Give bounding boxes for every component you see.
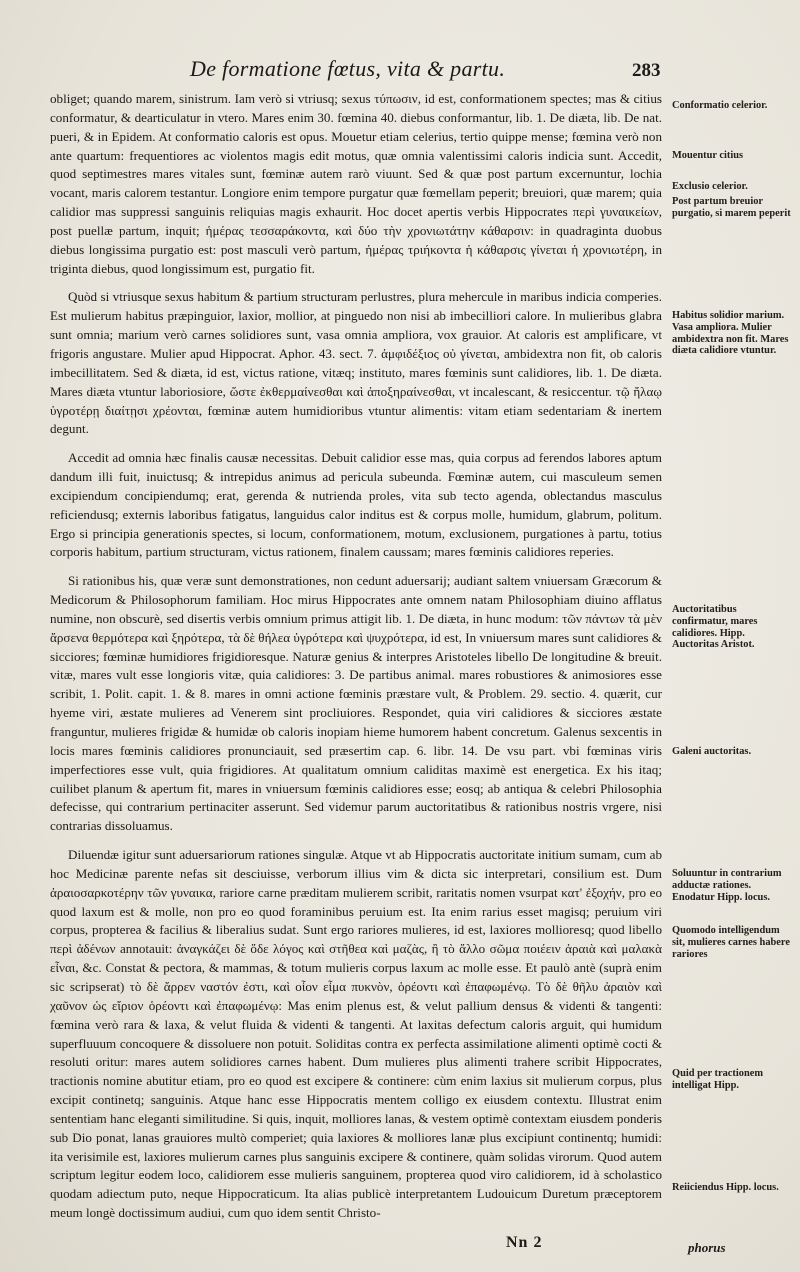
paragraph: Quòd si vtriusque sexus habitum & partium structuram perlustres, plura mehercule in maribus indicia comperies. Est mulierum habitus præpinguior, laxior, mollior, at pinguedo non nisi ab imbecilliori calore. In mulieribus glabra sunt omnia; marium verò carnes solidiores sunt, vasa omnia ampliora, vox grauior. At caloris est amplificare, vt frigoris angustare. Mulier apud Hippocrat. Aphor. 43. sect. 7. ἀμφιδέξιος οὐ γίνεται, ambidextra non fit, ob caloris imbecillitatem. Sed & diæta, id est, victus ratione, vitæq; instituto, mares fœminis sunt calidiores, lib. 1. De diæta. Mares diæta vtuntur laboriosiore, ὥστε ἐκθερμαίνεσθαι καὶ ἀποξηραίνεσθαι, vt incalescant, & resiccentur. τῷ ἤλαῳ ὑγροτέρῃ διαίτῃσι χρέονται, fœminæ autem humidioribus vtuntur alimentis: vitam etiam sedentariam & inertem degunt. — [50, 289, 662, 437]
margin-note: Auctoritatibus confirmatur, mares calidiores. Hipp. Auctoritas Aristot. — [672, 604, 758, 651]
margin-note: Mouentur citius — [672, 150, 744, 161]
signature-mark: Nn 2 — [506, 1234, 543, 1251]
margin-note: Post partum breuior purgatio, si marem peperit — [672, 196, 791, 219]
paragraph: obliget; quando marem, sinistrum. Iam verò si vtriusq; sexus τύπωσιν, id est, conformationem spectes; mas & citius conformatur, & dearticulatur in vtero. Mares enim 30. fœmina 40. diebus conformantur, lib. 1. De diæta, lib. De nat. pueri, & in Epidem. At conformatio caloris est opus. Mouetur etiam celerius, tertio quippe mense; fœmina verò non ante quartum: frequentiores ac violentos magis edit motus, quæ omnia valentissimi caloris indicia sunt. Accedit, quod septimestres mares vitales sunt, fœminæ autem rarò viuunt. Sed & quæ post partum excernuntur, lochia vocant, maris calorem testantur. Longiore enim tempore purgatur quæ fœmellam peperit; breuiori, quæ marem; quia calidior mas suppressi sanguinis reliquias magis exhaurit. Hoc docet apertis verbis Hippocrates περὶ γυναικείων, post puellæ partum, inquit; ἡμέρας τεσσαράκοντα, καὶ δύο τὴν χρονιωτάτην κάθαρσιν: in quadraginta duobus diebus longissima purgatio est: post masculi verò partum, ἡμέρας τριήκοντα ἡ κάθαρσις γίνεται ἡ χρονιωτέρη, in triginta diebus, quod longissimum est, purgatio fit. — [50, 91, 662, 276]
margin-note: Soluuntur in contrarium adductæ rationes. Enodatur Hipp. locus. — [672, 868, 782, 903]
page-number: 283 — [632, 60, 661, 81]
margin-note: Exclusio celerior. — [672, 181, 748, 192]
margin-note: Quomodo intelligendum sit, mulieres carnes habere rariores — [672, 925, 790, 960]
margin-note: Conformatio celerior. — [672, 100, 768, 111]
running-title: De formatione fœtus, vita & partu. — [190, 56, 506, 81]
margin-note: Habitus solidior marium. Vasa ampliora. Mulier ambidextra non fit. Mares diæta calidiore vtuntur. — [672, 310, 789, 357]
margin-note: Quid per tractionem intelligat Hipp. — [672, 1068, 764, 1091]
main-text-column — [50, 90, 662, 1223]
margin-note: Galeni auctoritas. — [672, 746, 752, 757]
paragraph: Si rationibus his, quæ veræ sunt demonstrationes, non cedunt aduersarij; audiant saltem vniuersam Græcorum & Medicorum & Philosophorum familiam. Hoc mirus Hippocrates ante omnem natam Philosophiam diuino afflatus numine, non obscurè, sed disertis verbis omnium primus attigit lib. 1. De diæta, in hunc modum: τῶν πάντων τὰ μὲν ἄρσενα θερμότερα καὶ ξηρότερα, τὰ δὲ θήλεα ὑγρότερα καὶ ψυχρότερα, id est, In vniuersum mares sunt calidiores & sicciores; fœminæ humidiores frigidioresque. Naturæ genius & interpres Aristoteles libello De longitudine & breuit. vitæ, mares vult esse longioris vitæ, quia calidiores: 3. De partibus animal. mares robustiores & animosiores esse scribit, 1. Polit. capit. 1. & 8. mares in omni actione fœminis præstare vult, & Problem. 29. sectio. 4. quærit, cur hyeme viri, æstate mulieres ad Venerem sint procliuiores. Respondet, quia viri calidiores & sicciores æstate franguntur, mulieres frigidæ & humidæ ob caloris inopiam hieme humorem habent concretum. Galenus sexcentis in locis mares fœminis calidiores pronunciauit, sed præsertim cap. 6. libr. 14. De vsu part. vbi fœminas viris imperfectiores esse vult, quia frigidiores. At qualitatum omnium caliditas maximè est energetica. Ex his itaq; cuilibet planum & apertum fit, mares in vniuersum fœminis calidiores esse; eosq; ab antiqua & celebri Philosophia defecisse, qui contrarium pertinaciter asserunt. Sed videmur parum auctoritatibus & rationibus nostris vrgere, nisi contrarias dissoluamus. — [50, 573, 662, 834]
catchword: phorus — [688, 1240, 726, 1255]
margin-note: Reiiciendus Hipp. locus. — [672, 1182, 779, 1193]
paragraph: Diluendæ igitur sunt aduersariorum rationes singulæ. Atque vt ab Hippocratis auctoritate initium sumam, cum ab hoc Medicinæ parente nefas sit desciuisse, verborum illius vim & dicta sic interpretari, consilium est. Dum ἀραιοσαρκοτέρην τῶν γυναικα, rariore carne præditam mulierem scribit, raritatis nomen vsurpat κατ' ἐξοχήν, pro eo quod laxum est & molle, non pro eo quod foraminibus peruium est. Ita enim rarius esset magisq; peruium viri corpus, propterea & facilius & liberalius sudat. Sunt ergo rariores mulieres, id est, laxiores mollioresq; quod libello περὶ ἀδένων annotauit: ἀναγκάζει δὲ ὅδε λόγος καὶ στῆθεα καὶ μαζὰς, ἢ τὸ ἄλλο σῶμα ποιέειν ἀραιὰ καὶ μαλακὰ εἶναι, &c. Constat & pectora, & mammas, & totum mulieris corpus laxum ac molle esse. Et paulò antè (suprà enim sic scripserat) τὸ δὲ ἄρρεν ναστόν ἐστι, καὶ οἷον εἶμα πυκνὸν, ὁρέοντι καὶ ἐπαφωμένῳ. Τὸ δὲ θῆλυ ἀραιὸν καὶ χαῦνον ὡς εἴριον ὁρέοντι καὶ ἐπαφωμένῳ: Mas enim plenus est, & velut pallium densus & videnti & tangenti: fœmina verò rara & laxa, & velut fluida & videnti & tangenti. At laxitas defectum caloris arguit, qui humidum superfluuum concoquere & dissoluere non potuit. Soliditas contra ex perfecta assimilatione alimenti optimè cocti & resoluti oritur: mares autem solidiores carnes habent. Dum mulieres plus alimenti trahere scribit Hippocrates, tractionis nomine abutitur etiam, pro eo quod est excipere & continere: cùm enim laxius sit mulierum corpus, plus excipit continetq; sanguinis. Atque hanc esse Hippocratis mentem colligo ex eiusdem contextu. Illustrat enim sententiam hanc eleganti similitudine. Si quis, inquit, molliores lanas, & vestem optimè contextam eiusdem ponderis sub Dio ponat, lanas grauiores multò comperiet; quia laxiores & molliores lanæ plus excipiunt continentq; humidi: ita verisimile est, laxiores mulierum carnes plus sanguinis excipere & continere, quàm solidas virorum. Quod autem scriptum legitur eodem loco, calidiorem esse mulieris sanguinem, propterea quod viro calidiorem, id à scholastico quodam adiectum puto, neque Hippocraticum. Ita alias publicè interpretantem Ludouicum Duretum præceptorem meum longè doctissimum audiui, cum quo idem sentit Christo- — [50, 847, 662, 1221]
paragraph: Accedit ad omnia hæc finalis causæ necessitas. Debuit calidior esse mas, quia corpus ad ferendos labores aptum dandum illi fuit, inuictusq; & intrepidus animus ad pericula subeunda. Fœminæ autem, cui masculeum semen excipiendum concipiendumq; erat, gerenda & nutrienda proles, vita sub tecto agenda, oblectandus masculus reficiendusq; externis laboribus fatigatus, languidus calor inditus est & corpus molle, humidum, glabrum, politum. Ergo si principia generationis spectes, si locum, conformationem, motum, exclusionem, purgationes à partu, totius corporis habitum, partium structuram, victus rationem, finalem caussam; mares fœminis calidiores reperies. — [50, 450, 662, 560]
